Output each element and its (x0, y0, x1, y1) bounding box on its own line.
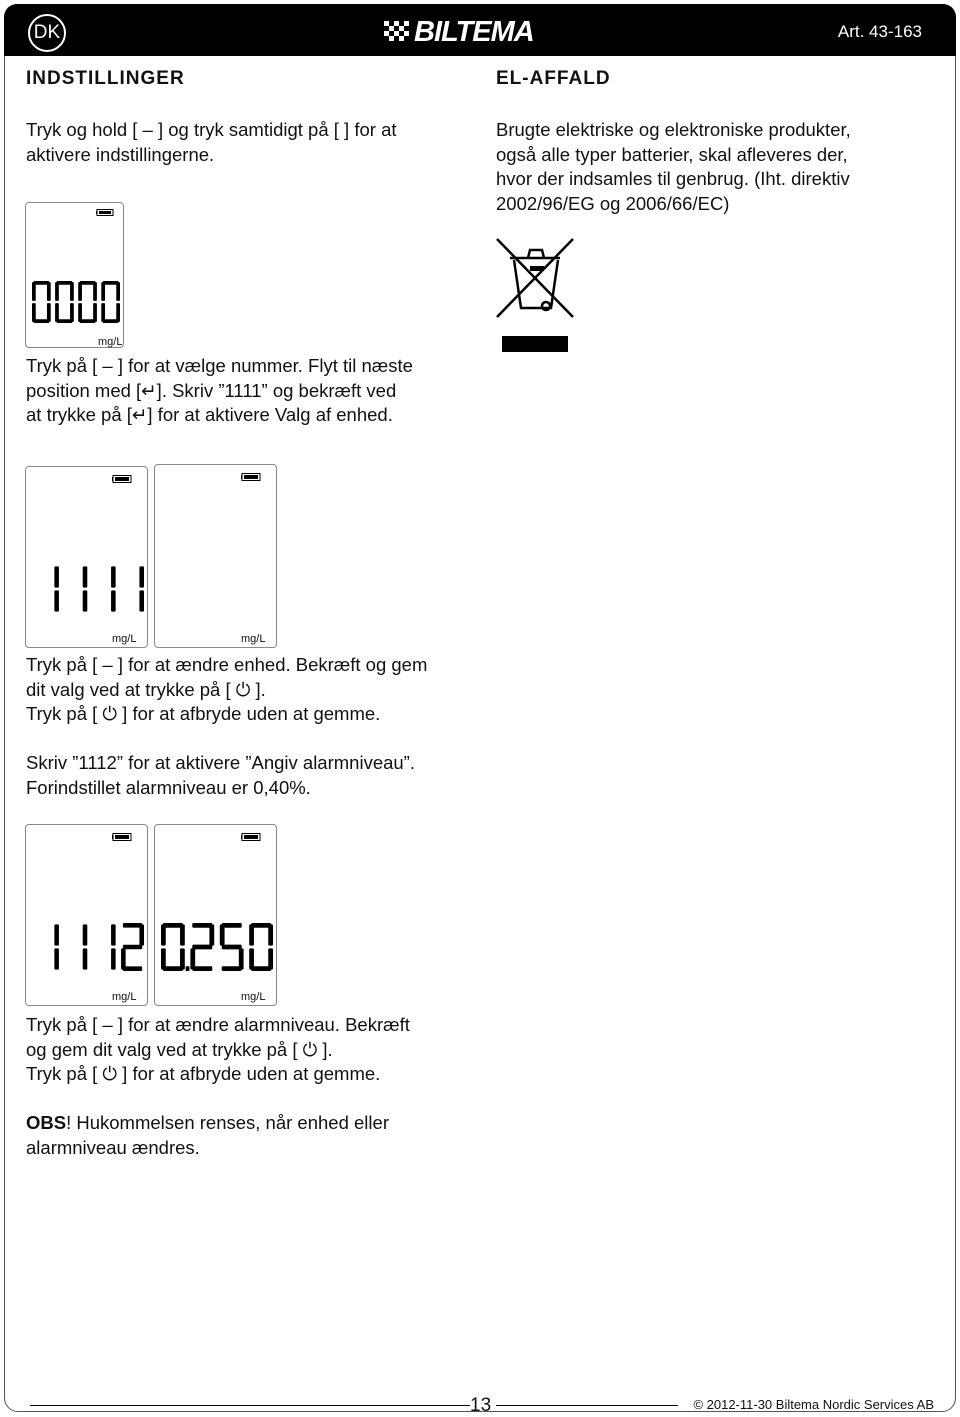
battery-icon (96, 209, 114, 216)
lcd-segment (116, 303, 120, 322)
lcd-segment (222, 945, 242, 950)
lcd-segment (93, 282, 97, 301)
lcd-segment (70, 303, 74, 322)
lcd-unit: mg/L (112, 633, 137, 645)
language-badge: DK (28, 14, 66, 52)
lcd-segment (80, 281, 96, 285)
decimal-point (186, 966, 190, 971)
lcd-segment (251, 966, 271, 971)
lcd-segment (268, 924, 273, 945)
lcd-segment (78, 282, 82, 301)
weee-bin-icon (494, 236, 578, 354)
lcd-unit: mg/L (112, 991, 137, 1003)
copyright: © 2012-11-30 Biltema Nordic Services AB (693, 1397, 934, 1412)
settings-heading: INDSTILLINGER (26, 68, 185, 89)
lcd-segment (163, 966, 183, 971)
obs-text: ! Hukommelsen renses, når enhed eller alarmniveau ændres. (26, 1112, 389, 1158)
battery-icon (112, 475, 132, 483)
page-header (4, 4, 956, 56)
lcd-segment (93, 303, 97, 322)
lcd-segment (222, 923, 242, 928)
lcd-segment (123, 945, 142, 950)
obs-note (26, 1111, 486, 1160)
lcd-segment (83, 590, 88, 611)
lcd-segment (54, 924, 59, 945)
lcd-segment (192, 966, 212, 971)
lcd-segment (249, 948, 254, 969)
lcd-segment (163, 923, 183, 928)
lcd-segment (57, 281, 73, 285)
battery-icon (241, 473, 261, 481)
footer-line-left (30, 1405, 470, 1406)
lcd-segment (83, 924, 88, 945)
change-unit-instruction: Tryk på [ – ] for at ændre enhed. Bekræft og gem dit valg ved at trykke på [ ⏻ ]. Tryk på [ ⏻ ] for at afbryde uden at gemme. (26, 654, 428, 725)
lcd-segment (54, 590, 59, 611)
lcd-segment (139, 590, 144, 611)
lcd-value-1112 (36, 923, 144, 971)
lcd-segment (251, 923, 271, 928)
lcd-segment (180, 924, 185, 945)
lcd-segment (103, 281, 119, 285)
waste-text: Brugte elektriske og elektroniske produkter, også alle typer batterier, skal afleveres der, hvor der indsamles til genbrug. (Iht. direktiv 2002/96/EG og 2006/66/EC) (496, 119, 851, 214)
lcd-segment (111, 590, 116, 611)
lcd-segment (33, 281, 49, 285)
lcd-segment (222, 966, 242, 971)
lcd-value-0250 (161, 923, 273, 971)
lcd-unit: mg/L (241, 633, 266, 645)
lcd-segment (47, 303, 51, 322)
lcd-segment (55, 303, 59, 322)
lcd-segment (111, 924, 116, 945)
lcd-segment (101, 303, 105, 322)
lcd-segment (161, 948, 166, 969)
battery-icon (112, 833, 132, 841)
lcd-segment (103, 319, 119, 323)
lcd-segment (32, 303, 36, 322)
settings-intro: Tryk og hold [ – ] og tryk samtidigt på [ ] for at aktivere indstillingerne. (26, 119, 397, 165)
lcd-segment (101, 282, 105, 301)
lcd-segment (111, 948, 116, 969)
lcd-segment (57, 319, 73, 323)
lcd-display-0000 (25, 202, 124, 348)
lcd-display-blank (154, 464, 277, 648)
lcd-segment (111, 566, 116, 587)
lcd-display-1111 (25, 466, 148, 648)
article-number: Art. 43-163 (837, 22, 922, 41)
lcd-segment (249, 924, 254, 945)
lcd-display-1112 (25, 824, 148, 1006)
lcd-segment (209, 924, 214, 945)
checker-flag-icon (384, 21, 410, 43)
lcd-segment (78, 303, 82, 322)
lcd-segment (220, 924, 225, 945)
change-alarm-instruction: Tryk på [ – ] for at ændre alarmniveau. Bekræft og gem dit valg ved at trykke på [ ⏻ ]. Tryk på [ ⏻ ] for at afbryde uden at gemme. (26, 1014, 410, 1085)
lcd-segment (139, 924, 144, 945)
alarm-level-instruction: Skriv ”1112” for at aktivere ”Angiv alarmniveau”. Forindstillet alarmniveau er 0,40%. (26, 752, 415, 798)
obs-label: OBS (26, 1112, 67, 1133)
footer-line-right (496, 1405, 678, 1406)
lcd-segment (83, 566, 88, 587)
lcd-value-1111 (36, 565, 144, 613)
lcd-segment (32, 282, 36, 301)
lcd-value-0000 (32, 281, 120, 323)
lcd-unit: mg/L (241, 991, 266, 1003)
logo-text: BILTEMA (414, 15, 534, 48)
lcd-segment (70, 282, 74, 301)
battery-icon (241, 833, 261, 841)
lcd-segment (192, 945, 212, 950)
waste-heading: EL-AFFALD (496, 68, 611, 89)
lcd-segment (55, 282, 59, 301)
lcd-segment (54, 566, 59, 587)
lcd-segment (33, 319, 49, 323)
lcd-segment (192, 923, 212, 928)
lcd-segment (47, 282, 51, 301)
lcd-display-0250 (154, 824, 277, 1006)
lcd-segment (54, 948, 59, 969)
page-number: 13 (470, 1395, 492, 1416)
lcd-segment (123, 923, 142, 928)
biltema-logo (384, 15, 534, 48)
lcd-segment (161, 924, 166, 945)
lcd-segment (139, 566, 144, 587)
lcd-segment (83, 948, 88, 969)
lcd-unit: mg/L (98, 336, 123, 348)
select-number-instruction: Tryk på [ – ] for at vælge nummer. Flyt til næste position med [↵]. Skriv ”1111” og bekræft ved at trykke på [↵] for at aktivere Valg af enhed. (26, 355, 413, 426)
lcd-segment (116, 282, 120, 301)
lcd-segment (80, 319, 96, 323)
lcd-segment (123, 966, 142, 971)
